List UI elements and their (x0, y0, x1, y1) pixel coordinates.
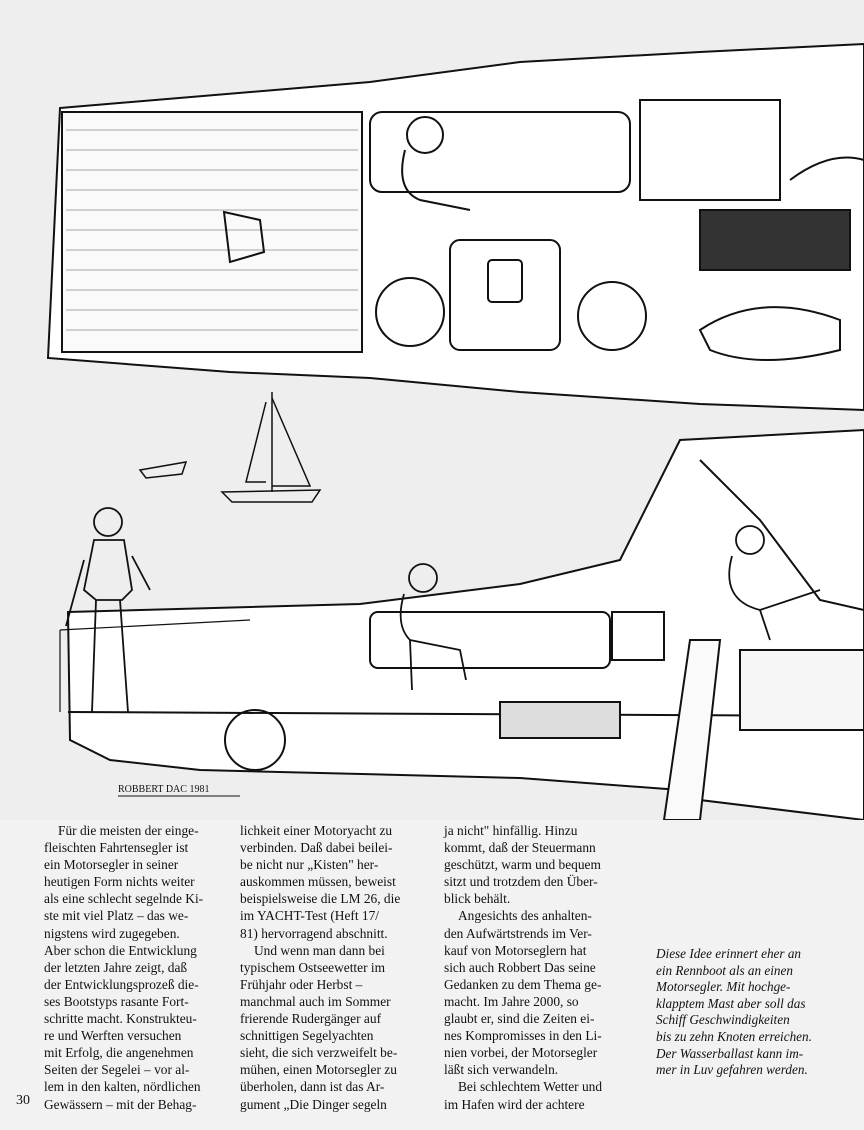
article-column-1 (44, 822, 232, 1113)
article-line: ein Motorsegler in seiner (44, 857, 179, 873)
article-line: im YACHT-Test (Heft 17/ (240, 908, 380, 924)
article-line: re und Werften versuchen (44, 1028, 182, 1044)
article-line: Seiten der Segelei – vor al- (44, 1062, 190, 1078)
article-line: kauf von Motorseglern hat (444, 942, 587, 958)
article-line: 81) hervorragend abschnitt. (240, 925, 388, 941)
article-line: heutigen Form nichts weiter (44, 874, 195, 890)
caption-line: ein Rennboot als an einen (656, 962, 793, 978)
article-line: nien vorbei, der Motorsegler (444, 1045, 598, 1061)
article-line: fleischten Fahrtensegler ist (44, 840, 189, 856)
article-line: geschützt, warm und bequem (444, 857, 601, 873)
article-line: sich auch Robbert Das seine (444, 959, 596, 975)
article-line: sitzt und trotzdem den Über- (444, 874, 598, 890)
article-line: glaubt er, sind die Zeiten ei- (444, 1011, 595, 1027)
article-line: schnittigen Segelyachten (240, 1028, 374, 1044)
article-line: den Aufwärtstrends im Ver- (444, 925, 592, 941)
article-line: mit Erfolg, die angenehmen (44, 1045, 194, 1061)
article-line: Gewässern – mit der Behag- (44, 1096, 197, 1112)
caption-line: Der Wasserballast kann im- (656, 1045, 804, 1061)
caption-line: mer in Luv gefahren werden. (656, 1062, 808, 1078)
article-line: lem in den kalten, nördlichen (44, 1079, 201, 1095)
article-line: überholen, dann ist das Ar- (240, 1079, 385, 1095)
article-line: nigstens wird zugegeben. (44, 925, 180, 941)
article-line: schritte macht. Konstrukteu- (44, 1011, 197, 1027)
article-line: kommt, daß der Steuermann (444, 840, 596, 856)
article-line: ja nicht" hinfällig. Hinzu (444, 823, 578, 838)
hull-top-view (48, 44, 864, 410)
article-line: Gedanken zu dem Thema ge- (444, 976, 602, 992)
article-line: Aber schon die Entwicklung (44, 942, 197, 958)
article-line: der Entwicklungsprozeß die- (44, 976, 199, 992)
article-line: gument „Die Dinger segeln (240, 1096, 387, 1112)
article-line: Für die meisten der einge- (58, 823, 199, 838)
caption-line: bis zu zehn Knoten erreichen. (656, 1028, 812, 1044)
article-column-3 (444, 822, 640, 1113)
article-line: mühen, einen Motorsegler zu (240, 1062, 397, 1078)
image-caption (656, 946, 840, 1079)
article-line: blick behält. (444, 891, 511, 907)
article-line: der letzten Jahre zeigt, daß (44, 959, 188, 975)
article-line: als eine schlecht segelnde Ki- (44, 891, 204, 907)
article-line: typischem Ostseewetter im (240, 959, 386, 975)
article-line: im Hafen wird der achtere (444, 1096, 585, 1112)
caption-line: klapptem Mast aber soll das (656, 995, 806, 1011)
article-line: be nicht nur „Kisten" her- (240, 857, 379, 873)
caption-line: Schiff Geschwindigkeiten (656, 1012, 790, 1028)
article-line: Bei schlechtem Wetter und (458, 1079, 603, 1095)
caption-line: Motorsegler. Mit hochge- (656, 979, 791, 995)
article-line: verbinden. Daß dabei beilei- (240, 840, 393, 856)
article-line: nes Kompromisses in den Li- (444, 1028, 602, 1044)
article-line: auskommen müssen, beweist (240, 874, 396, 890)
article-column-2 (240, 822, 432, 1113)
article-line: manchmal auch im Sommer (240, 993, 391, 1009)
article-line: ses Bootstyps rasante Fort- (44, 993, 189, 1009)
article-line: beispielsweise die LM 26, die (240, 891, 401, 907)
article-line: macht. Im Jahre 2000, so (444, 993, 579, 1009)
article-line: Frühjahr oder Herbst – (240, 976, 363, 992)
article-line: lichkeit einer Motoryacht zu (240, 823, 393, 838)
article-line: frierende Rudergänger auf (240, 1011, 382, 1027)
article-line: läßt sich verwandeln. (444, 1062, 559, 1078)
article-line: ste mit viel Platz – das we- (44, 908, 189, 924)
article-line: Und wenn man dann bei (254, 942, 385, 958)
article-line: sieht, die sich verzweifelt be- (240, 1045, 398, 1061)
article-line: Angesichts des anhalten- (458, 908, 592, 924)
caption-line: Diese Idee erinnert eher an (656, 946, 802, 961)
artist-signature: ROBBERT DAC 1981 (118, 784, 210, 795)
page-number: 30 (16, 1093, 30, 1108)
